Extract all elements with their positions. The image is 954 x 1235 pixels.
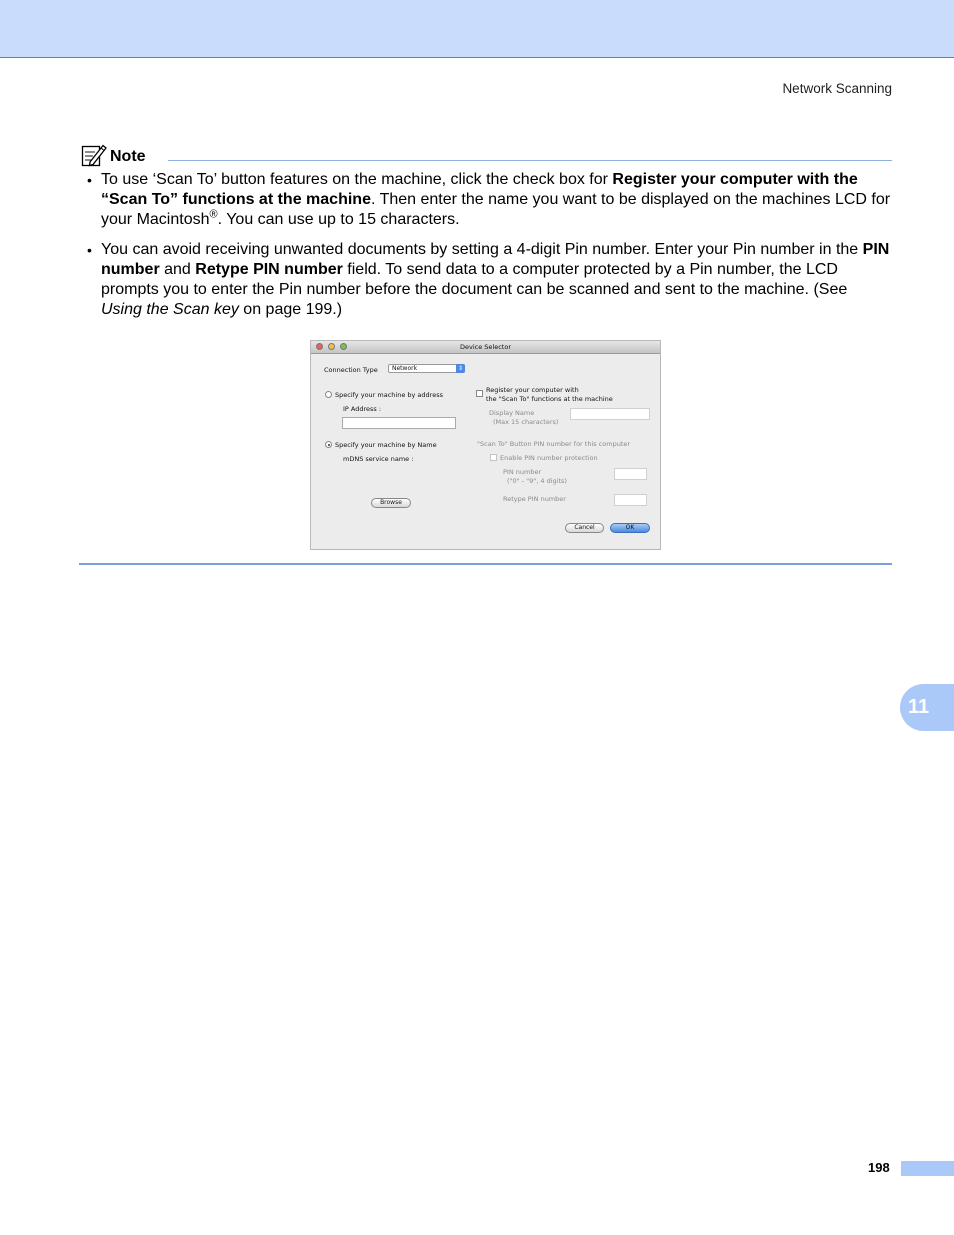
- ip-address-label: IP Address :: [343, 405, 382, 413]
- note-bullet-pin: [87, 240, 892, 320]
- bullet-bold-register: Register your computer with the “Scan To” functions at the machine: [101, 171, 858, 208]
- register-computer-checkbox[interactable]: [476, 390, 483, 397]
- bullet-text: . Then enter the name you want to be displayed on the machines LCD for your Macintosh: [101, 191, 891, 228]
- connection-type-select[interactable]: [388, 364, 465, 373]
- bullet-text: field. To send data to a computer protected by a Pin number, the LCD prompts you to enter the Pin number before the document can be scanned and sent to the machine. (See: [101, 261, 848, 298]
- pin-number-hint: ("0" - "9", 4 digits): [507, 477, 567, 485]
- registered-mark: ®: [209, 208, 218, 221]
- cancel-button[interactable]: Cancel: [565, 523, 604, 533]
- radio-specify-by-address[interactable]: [325, 391, 332, 398]
- page-number-tab: [901, 1161, 954, 1176]
- note-label: Note: [110, 148, 146, 165]
- running-title: Network Scanning: [782, 81, 892, 96]
- note-end-rule: [79, 563, 892, 565]
- note-rule: [168, 160, 892, 161]
- enable-pin-checkbox[interactable]: [490, 454, 497, 461]
- bullet-text: on page 199.): [238, 301, 343, 318]
- register-label-line2: the "Scan To" functions at the machine: [486, 395, 613, 403]
- connection-type-value: Network: [392, 365, 418, 372]
- note-bullet-scan-to: [87, 170, 892, 230]
- display-name-label: Display Name: [489, 409, 535, 417]
- bullet-bold-retype-pin: Retype PIN number: [195, 261, 343, 278]
- retype-pin-label: Retype PIN number: [503, 495, 566, 503]
- pin-number-input[interactable]: [614, 468, 647, 480]
- radio-address-label: Specify your machine by address: [335, 391, 443, 399]
- radio-specify-by-name[interactable]: [325, 441, 332, 448]
- enable-pin-label: Enable PIN number protection: [500, 454, 598, 462]
- bullet-italic-reference[interactable]: Using the Scan key: [101, 301, 239, 318]
- radio-name-label: Specify your machine by Name: [335, 441, 437, 449]
- mdns-service-name-label: mDNS service name :: [343, 455, 414, 463]
- bullet-text: To use ‘Scan To’ button features on the machine, click the check box for: [101, 171, 613, 188]
- note-pencil-icon: [81, 143, 107, 167]
- dialog-titlebar: [311, 341, 660, 354]
- ip-address-input[interactable]: [342, 417, 456, 429]
- browse-button[interactable]: Browse: [371, 498, 411, 508]
- bullet-text: . You can use up to 15 characters.: [217, 211, 460, 228]
- chapter-tab: 11: [900, 684, 954, 731]
- connection-type-label: Connection Type: [324, 366, 378, 374]
- bullet-text: You can avoid receiving unwanted documents by setting a 4-digit Pin number. Enter your Pin number in the: [101, 241, 863, 258]
- display-name-input[interactable]: [570, 408, 650, 420]
- note-bullets: [87, 170, 892, 330]
- pin-section-label: "Scan To" Button PIN number for this computer: [477, 440, 631, 448]
- retype-pin-input[interactable]: [614, 494, 647, 506]
- select-arrows-icon: ⇕: [457, 365, 464, 372]
- ok-button[interactable]: OK: [610, 523, 650, 533]
- register-label-line1: Register your computer with: [486, 386, 579, 394]
- display-name-hint: (Max 15 characters): [493, 418, 559, 426]
- bullet-text: and: [159, 261, 196, 278]
- pin-number-label: PIN number: [503, 468, 542, 476]
- note-heading: [81, 143, 893, 169]
- bullet-bold-pin-number: PIN number: [101, 241, 890, 278]
- device-selector-dialog: [310, 340, 661, 550]
- header-band: [0, 0, 954, 58]
- dialog-title: Device Selector: [460, 343, 511, 351]
- page-number: 198: [868, 1160, 890, 1175]
